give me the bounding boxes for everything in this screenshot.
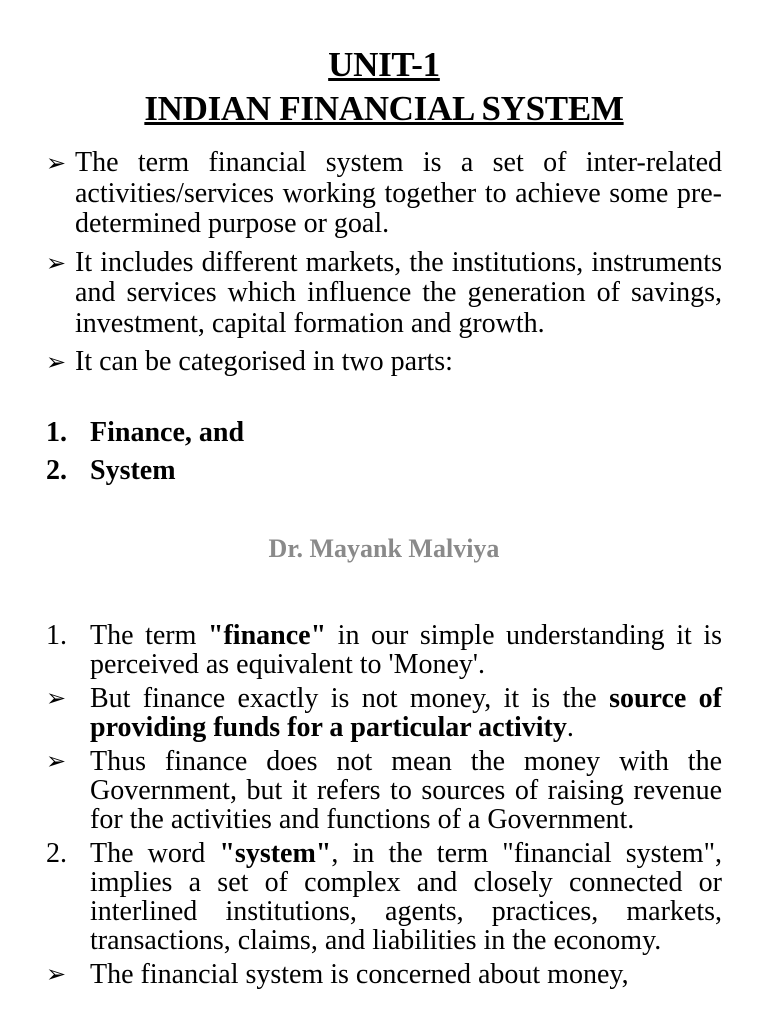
text-run: . [566,712,574,743]
bullet-text: It can be categorised in two parts: [75,346,453,377]
intro-bullet-list [46,148,722,378]
arrow-bullet-icon: ➢ [46,960,67,988]
arrow-bullet-icon: ➢ [46,348,67,376]
list-number: 2. [46,838,67,869]
author-watermark: Dr. Mayank Malviya [268,534,500,563]
arrow-bullet-icon: ➢ [46,149,67,177]
section-two [46,621,722,989]
text-run: in our simple understanding it is perceived as equivalent to 'Money'. [90,620,722,680]
list-number: 2. [46,455,67,486]
list-number: 1. [46,620,67,651]
list-item [46,960,722,989]
page-title: INDIAN FINANCIAL SYSTEM [144,89,624,128]
text-run: The word [90,838,220,869]
text-run: The term [90,620,208,651]
list-item [46,347,722,378]
text-run: But finance exactly is not money, it is the [90,683,610,714]
list-item [46,747,722,834]
list-item [46,839,722,955]
unit-heading: UNIT-1 [328,45,440,84]
part-label: System [90,455,176,486]
bold-run: "finance" [207,620,327,651]
part-label: Finance, and [90,417,245,448]
text-run: Thus finance does not mean the money with the Government, but it refers to sources of raising revenue for the activities and functions of a Government. [90,746,722,835]
arrow-bullet-icon: ➢ [46,248,67,277]
bold-run: source of providing funds for a particular activity [90,683,722,743]
bold-run: "system" [219,838,332,869]
parts-list [46,414,722,490]
list-item [46,148,722,240]
list-item [46,621,722,679]
list-item [46,248,722,340]
list-number: 1. [46,417,67,448]
bullet-text: It includes different markets, the institutions, instruments and services which influence the generation of savings, investment, capital formation and growth. [75,246,722,339]
arrow-bullet-icon: ➢ [46,747,67,775]
arrow-bullet-icon: ➢ [46,684,67,712]
list-item [46,684,722,742]
list-item [46,414,722,452]
text-run: The financial system is concerned about money, [90,959,629,990]
list-item [46,452,722,490]
bullet-text: The term financial system is a set of inter-related activities/services working together to achieve some pre-determined purpose or goal. [75,147,722,239]
text-run: , in the term "financial system", implies a set of complex and closely connected or interlined institutions, agents, practices, markets, transactions, claims, and liabilities in the economy. [90,838,722,956]
